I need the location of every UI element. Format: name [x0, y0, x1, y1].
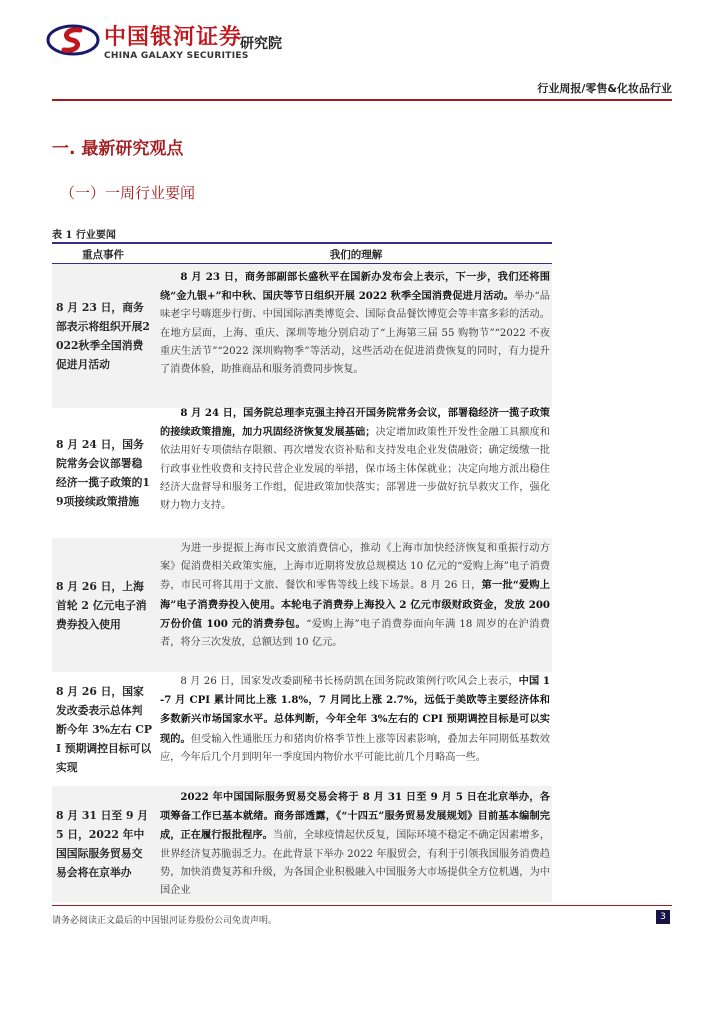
- page-number: 3: [656, 910, 670, 924]
- analysis-text: 决定增加政策性开发性金融工具额度和依法用好专项债结存限额、再次增发农资补贴和支持发电企业发债融资；确定缓缴一批行政事业性收费和支持民营企业发展的举措，保市场主体保就业；决定向地方派出稳住经济大盘督导和服务工作组，促进政策加快落实；部署进一步做好抗旱救灾工作，强化财力物力支持。: [160, 427, 551, 512]
- analysis-text: 但受输入性通胀压力和猪肉价格季节性上涨等因素影响，叠加去年同期低基数效应，今年后几个月到明年一季度国内物价水平可能比前几个月略高一些。: [160, 733, 550, 763]
- analysis-cell: [160, 672, 550, 767]
- analysis-text: 当前，全球疫情起伏反复，国际环境不稳定不确定因素增多，世界经济复苏脆弱乏力。在此背景下举办 2022 年服贸会，有利于引领我国服务消费趋势，加快消费复苏和升级，为各国企业积极融入中国服务大市场提供全方位机遇，为中国企业: [160, 830, 551, 897]
- analysis-text: 为进一步提振上海市民文旅消费信心，推动《上海市加快经济恢复和重振行动方案》促消费相关政策实施，上海市近期将发放总规模达 10 亿元的“爱购上海”电子消费券，市民可将其用于文旅、餐饮和零售等线上线下场景。8 月 26 日，: [160, 543, 550, 592]
- analysis-bold: 中国 1-7 月 CPI 累计同比上涨 1.8%，7 月同比上涨 2.7%，远低于美欧等主要经济体和多数新兴市场国家水平。总体判断，今年全年 3%左右的 CPI 预期调控目标是可以实现的。: [160, 675, 550, 745]
- event-cell: 8 月 23 日，商务部表示将组织开展2022秋季全国消费促进月活动: [56, 301, 150, 371]
- brand-name-cn: 中国银河证券: [104, 25, 243, 50]
- analysis-cell: [160, 268, 550, 379]
- analysis-bold: 8 月 24 日，国务院总理李克强主持召开国务院常务会议，部署稳经济一揽子政策的接续政策措施，加力巩固经济恢复发展基础；: [160, 407, 550, 439]
- table-top-rule: [52, 242, 552, 244]
- section-title: 一. 最新研究观点: [52, 139, 184, 159]
- header-divider: [52, 99, 672, 101]
- analysis-cell: [160, 540, 550, 652]
- event-cell: 8 月 24 日，国务院常务会议部署稳经济一揽子政策的19项接续政策措施: [56, 438, 150, 508]
- table-row: [52, 672, 552, 786]
- disclaimer-note: 请务必阅读正文最后的中国银河证券股份公司免责声明。: [52, 916, 278, 926]
- table-header-analysis: 我们的理解: [329, 249, 383, 261]
- brand-name-en: CHINA GALAXY SECURITIES: [104, 51, 249, 61]
- event-cell: 8 月 26 日，上海首轮 2 亿元电子消费券投入使用: [56, 579, 147, 631]
- analysis-bold: 2022 年中国国际服务贸易交易会将于 8 月 31 日至 9 月 5 日在北京举办，各项筹备工作已基本就绪。商务部透露，《“十四五”服务贸易发展规划》目前基本编制完成，正在履行报批程序。: [160, 791, 550, 842]
- table-row: [52, 786, 552, 902]
- table-row: [52, 264, 552, 408]
- table-row: [52, 408, 552, 538]
- table-caption: 表 1 行业要闻: [52, 230, 116, 241]
- analysis-text: 8 月 26 日，国家发改委副秘书长杨荫凯在国务院政策例行吹风会上表示，: [180, 676, 519, 687]
- report-category: 行业周报/零售&化妆品行业: [537, 82, 672, 95]
- analysis-cell: [160, 788, 550, 900]
- event-cell: 8 月 26 日，国家发改委表示总体判断今年 3%左右 CPI 预期调控目标可以实现: [56, 684, 152, 774]
- brand-institute: 研究院: [240, 36, 282, 52]
- analysis-bold: 8 月 23 日，商务部副部长盛秋平在国新办发布会上表示，下一步，我们还将围绕“金九银+”和中秋、国庆等节日组织开展 2022 秋季全国消费促进月活动。: [160, 271, 550, 303]
- section-subtitle: （一）一周行业要闻: [60, 184, 196, 202]
- table-header-event: 重点事件: [82, 249, 124, 261]
- table-row: [52, 538, 552, 672]
- analysis-cell: [160, 404, 550, 515]
- event-cell: 8 月 31 日至 9 月 5 日，2022 年中国国际服务贸易交易会将在京举办: [56, 809, 149, 879]
- analysis-text: “爱购上海”电子消费券面向年满 18 周岁的在沪消费者，将分三次发放，总额达到 10 亿元。: [160, 618, 550, 649]
- galaxy-logo-icon: [46, 22, 100, 58]
- analysis-text: 举办“品味老字号嗨逛步行街、中国国际酒类博览会、国际食品餐饮博览会等丰富多彩的活动。在地方层面，上海、重庆、深圳等地分别启动了“上海第三届 55 购物节”“2022 不夜重庆生活节”“2022 深圳购物季”等活动，这些活动在促进消费恢复的同时，有力提升了消费体验，助推商品和服务消费同步恢复。: [160, 291, 550, 376]
- footer-divider: [52, 905, 672, 906]
- analysis-bold: 第一批“爱购上海”电子消费券投入使用。本轮电子消费券上海投入 2 亿元市级财政资金，发放 200 万份价值 100 元的消费券包。: [160, 579, 550, 630]
